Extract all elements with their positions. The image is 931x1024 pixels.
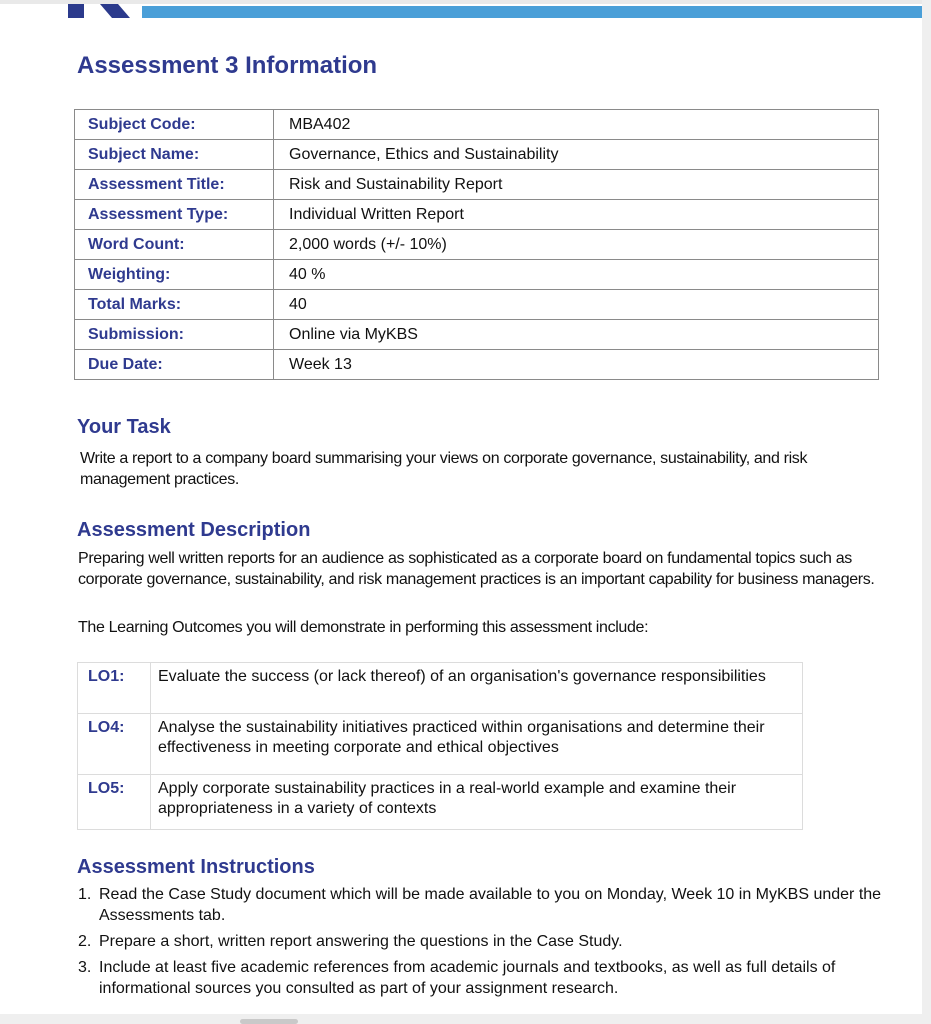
info-value: MBA402 bbox=[274, 110, 879, 140]
info-value: 2,000 words (+/- 10%) bbox=[274, 230, 879, 260]
table-row bbox=[78, 775, 803, 830]
info-label: Subject Name: bbox=[75, 140, 274, 170]
info-label: Weighting: bbox=[75, 260, 274, 290]
viewer-gutter bbox=[0, 1014, 931, 1024]
table-row bbox=[75, 200, 879, 230]
info-value: Individual Written Report bbox=[274, 200, 879, 230]
instruction-text: Read the Case Study document which will be made available to you on Monday, Week 10 in MyKBS under the Assessments tab. bbox=[99, 886, 882, 924]
table-row bbox=[75, 230, 879, 260]
info-label: Subject Code: bbox=[75, 110, 274, 140]
outcome-code: LO1: bbox=[78, 663, 151, 714]
info-value: Online via MyKBS bbox=[274, 320, 879, 350]
list-number: 1. bbox=[78, 886, 92, 903]
viewer-gutter bbox=[922, 0, 931, 1024]
list-number: 3. bbox=[78, 959, 92, 976]
description-heading: Assessment Description bbox=[77, 519, 311, 541]
page-title: Assessment 3 Information bbox=[77, 52, 378, 79]
outcome-text: Analyse the sustainability initiatives practiced within organisations and determine their effectiveness in meeting corporate and ethical objectives bbox=[151, 714, 803, 775]
info-label: Due Date: bbox=[75, 350, 274, 380]
table-row bbox=[75, 260, 879, 290]
list-item bbox=[78, 957, 888, 999]
table-row bbox=[75, 170, 879, 200]
info-label: Submission: bbox=[75, 320, 274, 350]
table-row bbox=[78, 663, 803, 714]
list-item bbox=[78, 884, 888, 926]
info-label: Assessment Title: bbox=[75, 170, 274, 200]
info-value: Governance, Ethics and Sustainability bbox=[274, 140, 879, 170]
info-value: Week 13 bbox=[274, 350, 879, 380]
outcome-text: Apply corporate sustainability practices in a real-world example and examine their appropriateness in a variety of contexts bbox=[151, 775, 803, 830]
list-item bbox=[78, 931, 888, 952]
table-row bbox=[75, 350, 879, 380]
instructions-list bbox=[78, 884, 888, 1004]
learning-outcomes-table bbox=[77, 662, 803, 830]
learning-outcomes-intro: The Learning Outcomes you will demonstrate in performing this assessment include: bbox=[78, 619, 649, 636]
info-value: Risk and Sustainability Report bbox=[274, 170, 879, 200]
outcome-code: LO5: bbox=[78, 775, 151, 830]
page-top-edge bbox=[0, 0, 931, 4]
header-accent-bar bbox=[142, 6, 922, 18]
info-value: 40 bbox=[274, 290, 879, 320]
info-label: Total Marks: bbox=[75, 290, 274, 320]
logo-fragment bbox=[68, 4, 84, 18]
horizontal-scrollbar[interactable] bbox=[240, 1019, 298, 1024]
info-label: Word Count: bbox=[75, 230, 274, 260]
table-row bbox=[78, 714, 803, 775]
table-row bbox=[75, 320, 879, 350]
outcome-text: Evaluate the success (or lack thereof) of an organisation's governance responsibilities bbox=[151, 663, 803, 714]
instructions-heading: Assessment Instructions bbox=[77, 856, 315, 878]
table-row bbox=[75, 110, 879, 140]
outcome-code: LO4: bbox=[78, 714, 151, 775]
assessment-info-table bbox=[74, 109, 879, 380]
instruction-text: Include at least five academic references from academic journals and textbooks, as well as full details of informational sources you consulted as part of your assignment research. bbox=[99, 959, 836, 997]
info-label: Assessment Type: bbox=[75, 200, 274, 230]
list-number: 2. bbox=[78, 933, 92, 950]
instruction-text: Prepare a short, written report answering the questions in the Case Study. bbox=[99, 933, 623, 950]
logo-fragment bbox=[100, 4, 130, 18]
description-text: Preparing well written reports for an audience as sophisticated as a corporate board on fundamental topics such as corporate governance, sustainability, and risk management practices is an important capability for business managers. bbox=[78, 550, 875, 588]
your-task-heading: Your Task bbox=[77, 416, 171, 438]
task-text: Write a report to a company board summarising your views on corporate governance, sustainability, and risk management practices. bbox=[80, 450, 808, 488]
info-value: 40 % bbox=[274, 260, 879, 290]
table-row bbox=[75, 290, 879, 320]
table-row bbox=[75, 140, 879, 170]
